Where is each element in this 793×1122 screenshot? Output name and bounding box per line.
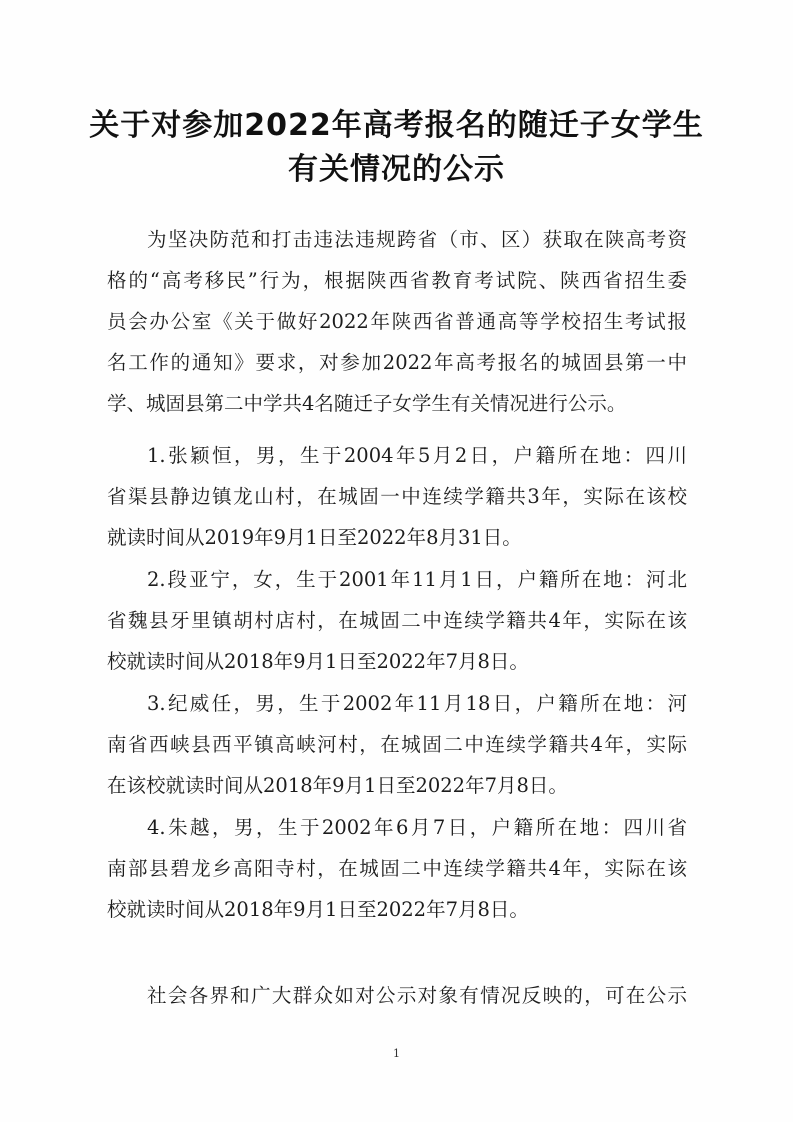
item-4-line-2: 南部县碧龙乡高阳寺村，在城固二中连续学籍共4年，实际在该 xyxy=(107,857,687,880)
document-title-line-1: 关于对参加2022年高考报名的随迁子女学生 xyxy=(89,108,704,143)
item-4-line-1: 4.朱越，男，生于2002年6月7日，户籍所在地：四川省 xyxy=(147,816,687,839)
intro-line-3: 员会办公室《关于做好2022年陕西省普通高等学校招生考试报 xyxy=(107,310,687,333)
item-2-line-3: 校就读时间从2018年9月1日至2022年7月8日。 xyxy=(107,650,529,673)
item-1-line-3: 就读时间从2019年9月1日至2022年8月31日。 xyxy=(107,526,522,549)
item-2-line-2: 省魏县牙里镇胡村店村，在城固二中连续学籍共4年，实际在该 xyxy=(107,609,687,632)
item-3-line-3: 在该校就读时间从2018年9月1日至2022年7月8日。 xyxy=(107,774,568,797)
closing-line-1: 社会各界和广大群众如对公示对象有情况反映的，可在公示 xyxy=(147,984,687,1007)
item-2-line-1: 2.段亚宁，女，生于2001年11月1日，户籍所在地：河北 xyxy=(147,568,687,591)
item-3-line-1: 3.纪威任，男，生于2002年11月18日，户籍所在地：河 xyxy=(147,692,687,715)
intro-line-5: 学、城固县第二中学共4名随迁子女学生有关情况进行公示。 xyxy=(107,392,627,415)
item-1-line-2: 省渠县静边镇龙山村，在城固一中连续学籍共3年，实际在该校 xyxy=(107,485,687,508)
intro-line-2: 格的“高考移民”行为，根据陕西省教育考试院、陕西省招生委 xyxy=(107,269,687,292)
intro-line-1: 为坚决防范和打击违法违规跨省（市、区）获取在陕高考资 xyxy=(147,228,687,251)
intro-line-4: 名工作的通知》要求，对参加2022年高考报名的城固县第一中 xyxy=(107,351,687,374)
item-4-line-3: 校就读时间从2018年9月1日至2022年7月8日。 xyxy=(107,898,529,921)
item-3-line-2: 南省西峡县西平镇高峡河村，在城固二中连续学籍共4年，实际 xyxy=(107,733,687,756)
document-title-line-2: 有关情况的公示 xyxy=(288,152,505,187)
page-number: 1 xyxy=(393,1047,400,1060)
item-1-line-1: 1.张颖恒，男，生于2004年5月2日，户籍所在地：四川 xyxy=(147,444,687,467)
